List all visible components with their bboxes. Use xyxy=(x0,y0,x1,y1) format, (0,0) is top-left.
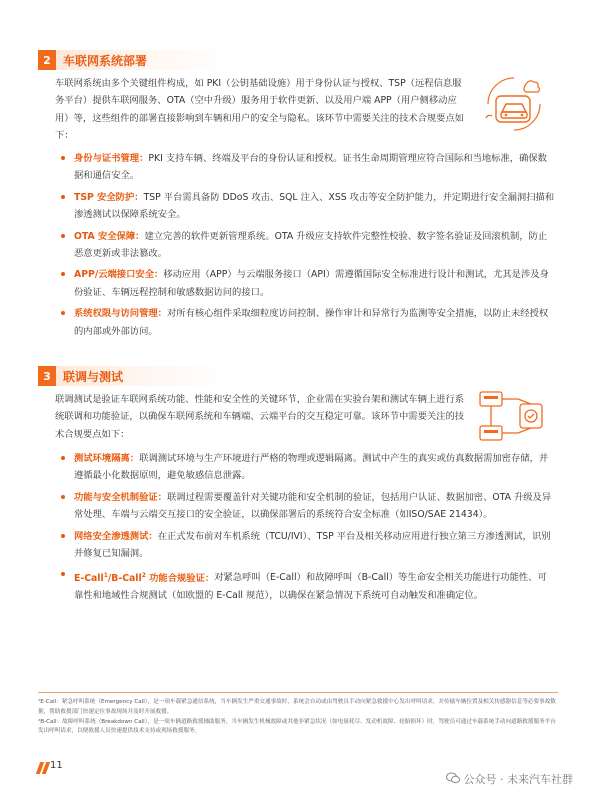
section-3-title: 联调与测试 xyxy=(63,369,124,384)
page-footer xyxy=(0,754,595,807)
section-2-number: 2 xyxy=(38,50,56,70)
list-item: E-Call$^1$/B-Call$^2$ 功能合规验证：对紧急呼叫（E-Call）和故障呼叫（B-Call）等生命安全相关功能进行功能性、可靠性和地域性合规测试（如欧盟的 E-Call 规范），以确保在紧急情况下系统可自动触发和准确定位。 xyxy=(55,566,555,604)
list-item: OTA 安全保障：建立完善的软件更新管理系统。OTA 升级应支持软件完整性校验、数字签名验证及回滚机制，防止恶意更新或非法篡改。 xyxy=(55,228,555,263)
list-item: 网络安全渗透测试：在正式发布前对车机系统（TCU/IVI）、TSP 平台及相关移动应用进行独立第三方渗透测试，识别并修复已知漏洞。 xyxy=(55,528,555,563)
list-item: APP/云端接口安全：移动应用（APP）与云端服务接口（API）需遵循国际安全标准进行设计和测试，尤其是涉及身份验证、车辆远程控制和敏感数据访问的接口。 xyxy=(55,266,555,301)
watermark xyxy=(446,771,574,787)
section-3 xyxy=(38,366,558,601)
footnote-bcall: ²B-Call：故障呼叫系统（Breakdown Call），是一项车辆道路救援辅助服务，当车辆发生机械故障或其他非紧急状况（如电量耗尽、发动机故障、轮胎损坏）时，驾驶员可通过车载系统手动向道路救援服务平台发出呼叫请求，以便救援人员快速提供技术支持或现场救援服务。 xyxy=(38,718,556,735)
list-item: 功能与安全机制验证：联调过程需要覆盖针对关键功能和安全机制的验证，包括用户认证、数据加密、OTA 升级及异常处理、车端与云端交互接口的安全验证，以确保部署后的系统符合安全标准（如ISO/SAE 21434）。 xyxy=(55,489,555,524)
section-3-number: 3 xyxy=(38,366,56,386)
system-test-icon xyxy=(476,388,548,450)
section-3-header xyxy=(38,366,228,386)
wechat-icon xyxy=(446,772,460,787)
list-item: 测试环境隔离：联调测试环境与生产环境进行严格的物理或逻辑隔离。测试中产生的真实或仿真数据需加密存储，并遵循最小化数据原则，避免敏感信息泄露。 xyxy=(55,450,555,485)
footnote-ecall: ¹E-Call：紧急呼叫系统（Emergency Call），是一项车载紧急通信系统，当车辆发生严重交通事故时，系统会自动或由驾驶员手动向紧急救援中心发出呼叫请求，并传输车辆位置及相关传感器信息等必要事故数据，帮助救援部门快速定位事故现场并及时开展救援。 xyxy=(38,699,556,715)
connected-car-icon xyxy=(482,74,546,138)
section-2-list xyxy=(55,150,555,344)
section-2-title: 车联网系统部署 xyxy=(63,53,148,68)
section-3-list xyxy=(55,450,555,608)
list-item: 系统权限与访问管理：对所有核心组件采取细粒度访问控制、操作审计和异常行为监测等安全措施，以防止未经授权的内部或外部访问。 xyxy=(55,305,555,340)
list-item: TSP 安全防护：TSP 平台需具备防 DDoS 攻击、SQL 注入、XSS 攻击等安全防护能力，并定期进行安全漏洞扫描和渗透测试以保障系统安全。 xyxy=(55,189,555,224)
section-2-intro: 车联网系统由多个关键组件构成，如 PKI（公钥基础设施）用于身份认证与授权、TSP（远程信息服务平台）提供车联网服务、OTA（空中升级）服务用于软件更新、以及用户端 APP（用户侧移动应用）等，这些组件的部署直接影响到车辆和用户的安全与隐私。该环节中需要关注的技术合规要点如下： xyxy=(55,78,465,142)
footnotes xyxy=(38,692,558,737)
page-number: 11 xyxy=(50,760,63,771)
list-item: 身份与证书管理：PKI 支持车辆、终端及平台的身份认证和授权。证书生命周期管理应符合国际和当地标准，确保数据和通信安全。 xyxy=(55,150,555,185)
watermark-text: 公众号 · 未来汽车社群 xyxy=(463,773,573,786)
footnote-divider xyxy=(38,692,558,693)
section-3-intro: 联调测试是验证车联网系统功能、性能和安全性的关键环节，企业需在实验台架和测试车辆上进行系统联调和功能验证，以确保车联网系统和车辆端、云端平台的交互稳定可靠。该环节中需要关注的技术合规要点如下： xyxy=(55,394,465,440)
section-2-header xyxy=(38,50,228,70)
section-2 xyxy=(38,50,558,337)
